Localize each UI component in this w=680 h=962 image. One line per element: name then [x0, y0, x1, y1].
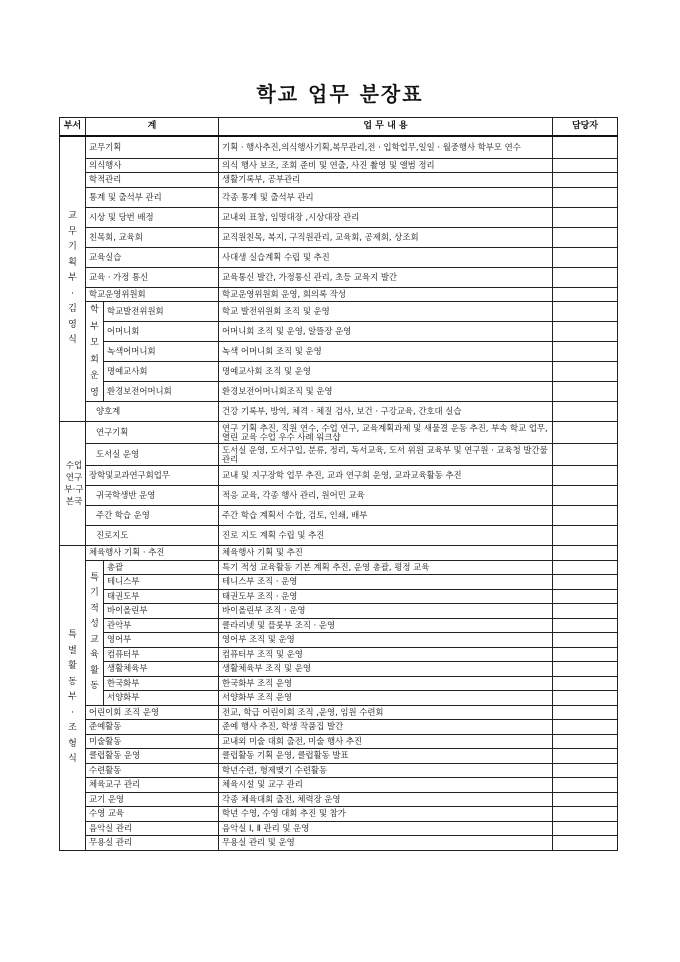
- team-cell: 음악실 관리: [86, 821, 219, 836]
- team-cell: 교육 · 가정 통신: [86, 267, 219, 287]
- duties-cell: 교내 및 지구장학 업무 추진, 교과 연구회 운영, 교과교육활동 추진: [219, 466, 553, 486]
- manager-cell: [553, 506, 618, 526]
- duties-cell: 녹색 어머니회 조직 및 운영: [219, 342, 553, 362]
- team-cell: 친목회, 교육회: [86, 227, 219, 247]
- table-row: [60, 444, 618, 466]
- duties-cell: 학교 발전위원회 조직 및 운영: [219, 302, 553, 322]
- table-row: [60, 560, 618, 575]
- duties-cell: 태권도부 조직 · 운영: [219, 589, 553, 604]
- manager-cell: [553, 705, 618, 720]
- duties-cell: 환경보전어머니회조직 및 운영: [219, 382, 553, 402]
- team-cell: 학교발전위원회: [104, 302, 219, 322]
- manager-cell: [553, 362, 618, 382]
- team-cell: 미술활동: [86, 734, 219, 749]
- manager-cell: [553, 821, 618, 836]
- table-row: [60, 778, 618, 793]
- dept-label: 특별활동부·조형식: [68, 630, 77, 764]
- team-cell: 도서실 운영: [86, 444, 219, 466]
- table-row: [60, 267, 618, 287]
- duties-cell: 학교운영위원회 운영, 회의록 작성: [219, 287, 553, 302]
- team-cell: 수련활동: [86, 763, 219, 778]
- dept-cell: [60, 422, 86, 546]
- table-row: [60, 647, 618, 662]
- manager-cell: [553, 173, 618, 188]
- table-row: [60, 720, 618, 735]
- duties-cell: 무용실 관리 및 운영: [219, 836, 553, 851]
- duties-cell: 기획 · 행사추진,의식행사기획,복무관리,전 · 입학업무,일일 · 월중행사 학부모 연수: [219, 136, 553, 158]
- manager-cell: [553, 207, 618, 227]
- duties-cell: 진로 지도 계획 수립 및 추진: [219, 526, 553, 546]
- team-cell: 준예활동: [86, 720, 219, 735]
- duties-cell: 특기 적성 교육활동 기본 계획 추진, 운영 총괄, 평정 교육: [219, 560, 553, 575]
- manager-cell: [553, 287, 618, 302]
- duties-cell: 교육통신 발간, 가정통신 관리, 초등 교육지 발간: [219, 267, 553, 287]
- team-cell: 교무기획: [86, 136, 219, 158]
- team-cell: 장학및교과연구회업무: [86, 466, 219, 486]
- table-row: [60, 422, 618, 444]
- duties-cell: 교내외 표창, 임명대장 ,시상대장 관리: [219, 207, 553, 227]
- team-cell: 체육행사 기획 · 추진: [86, 546, 219, 561]
- duties-cell: 명예교사회 조직 및 운영: [219, 362, 553, 382]
- duties-cell: 사대생 실습계획 수립 및 추진: [219, 247, 553, 267]
- manager-cell: [553, 247, 618, 267]
- team-cell: 녹색어머니회: [104, 342, 219, 362]
- manager-cell: [553, 720, 618, 735]
- table-row: [60, 526, 618, 546]
- duties-cell: 학년 수영, 수영 대회 추진 및 참가: [219, 807, 553, 822]
- manager-cell: [553, 546, 618, 561]
- duties-cell: 전교, 학급 어린이회 조직 ,운영, 임원 수련회: [219, 705, 553, 720]
- table-row: [60, 662, 618, 677]
- team-cell: 의식행사: [86, 158, 219, 173]
- table-row: [60, 792, 618, 807]
- manager-cell: [553, 807, 618, 822]
- header-manager: 담당자: [553, 118, 618, 137]
- manager-cell: [553, 676, 618, 691]
- manager-cell: [553, 227, 618, 247]
- table-row: [60, 342, 618, 362]
- table-row: [60, 322, 618, 342]
- table-row: [60, 676, 618, 691]
- team-cell: 컴퓨터부: [104, 647, 219, 662]
- table-row: [60, 821, 618, 836]
- duties-cell: 영어부 조직 및 운영: [219, 633, 553, 648]
- table-row: [60, 486, 618, 506]
- team-cell: 클럽활동 운영: [86, 749, 219, 764]
- duties-cell: 생활기록부, 공부관리: [219, 173, 553, 188]
- team-cell: 귀국학생반 운영: [86, 486, 219, 506]
- team-cell: 생활체육부: [104, 662, 219, 677]
- manager-cell: [553, 778, 618, 793]
- duties-cell: 클라리넷 및 플룻부 조직 · 운영: [219, 618, 553, 633]
- duties-cell: 적응 교육, 각종 행사 관리, 원어민 교육: [219, 486, 553, 506]
- table-header-row: [60, 118, 618, 137]
- manager-cell: [553, 187, 618, 207]
- table-row: [60, 589, 618, 604]
- table-row: [60, 207, 618, 227]
- manager-cell: [553, 691, 618, 706]
- team-cell: 연구기획: [86, 422, 219, 444]
- team-cell: 총괄: [104, 560, 219, 575]
- table-row: [60, 604, 618, 619]
- manager-cell: [553, 342, 618, 362]
- team-cell: 테니스부: [104, 575, 219, 590]
- sub-dept-label: 특기적성교육활동: [90, 572, 99, 691]
- team-cell: 통계 및 출석부 관리: [86, 187, 219, 207]
- team-cell: 태권도부: [104, 589, 219, 604]
- manager-cell: [553, 422, 618, 444]
- table-row: [60, 633, 618, 648]
- duties-cell: 교내외 미술 대회 출전, 미술 행사 추진: [219, 734, 553, 749]
- manager-cell: [553, 662, 618, 677]
- team-cell: 한국화부: [104, 676, 219, 691]
- manager-cell: [553, 136, 618, 158]
- dept-cell: [60, 136, 86, 422]
- manager-cell: [553, 302, 618, 322]
- duties-cell: 체육시설 및 교구 관리: [219, 778, 553, 793]
- duties-cell: 한국화부 조직 운영: [219, 676, 553, 691]
- manager-cell: [553, 466, 618, 486]
- duties-cell: 컴퓨터부 조직 및 운영: [219, 647, 553, 662]
- manager-cell: [553, 604, 618, 619]
- table-row: [60, 691, 618, 706]
- manager-cell: [553, 633, 618, 648]
- manager-cell: [553, 836, 618, 851]
- duties-cell: 바이올린부 조직 · 운영: [219, 604, 553, 619]
- header-dept: 부서: [60, 118, 86, 137]
- table-row: [60, 402, 618, 422]
- duties-cell: 도서실 운영, 도서구입, 분류, 정리, 독서교육, 도서 위원 교육부 및 연구원 · 교육청 발간물 관리: [219, 444, 553, 466]
- manager-cell: [553, 402, 618, 422]
- sub-dept-label: 학부모회운영: [90, 305, 99, 398]
- manager-cell: [553, 382, 618, 402]
- manager-cell: [553, 647, 618, 662]
- duties-cell: 교직원친목, 복지, 구직원관리, 교육회, 공제회, 상조회: [219, 227, 553, 247]
- table-row: [60, 302, 618, 322]
- manager-cell: [553, 589, 618, 604]
- duties-cell: 클럽활동 기획 운영, 클럽활동 발표: [219, 749, 553, 764]
- duties-cell: 준예 행사 추진, 학생 작품집 발간: [219, 720, 553, 735]
- manager-cell: [553, 749, 618, 764]
- table-row: [60, 227, 618, 247]
- table-row: [60, 187, 618, 207]
- table-row: [60, 287, 618, 302]
- table-row: [60, 749, 618, 764]
- team-cell: 관악부: [104, 618, 219, 633]
- duties-cell: 어머니회 조직 및 운영, 알뜰장 운영: [219, 322, 553, 342]
- table-row: [60, 173, 618, 188]
- team-cell: 교기 운영: [86, 792, 219, 807]
- team-cell: 주간 학습 운영: [86, 506, 219, 526]
- page-title: 학교 업무 분장표: [256, 82, 424, 106]
- team-cell: 학교운영위원회: [86, 287, 219, 302]
- duties-cell: 음악실 Ⅰ, Ⅱ 관리 및 운영: [219, 821, 553, 836]
- manager-cell: [553, 560, 618, 575]
- dept-label: 수업연구부·구본국: [64, 460, 84, 507]
- duties-cell: 각종 체육대회 출전, 체력장 운영: [219, 792, 553, 807]
- table-row: [60, 575, 618, 590]
- team-cell: 체육교구 관리: [86, 778, 219, 793]
- manager-cell: [553, 763, 618, 778]
- table-row: [60, 466, 618, 486]
- team-cell: 시상 및 당번 배정: [86, 207, 219, 227]
- manager-cell: [553, 267, 618, 287]
- team-cell: 어머니회: [104, 322, 219, 342]
- manager-cell: [553, 734, 618, 749]
- table-row: [60, 362, 618, 382]
- manager-cell: [553, 526, 618, 546]
- team-cell: 양호계: [86, 402, 219, 422]
- duties-cell: 의식 행사 보조, 조회 준비 및 연출, 사진 촬영 및 앨범 정리: [219, 158, 553, 173]
- duties-cell: 각종 통계 및 출석부 관리: [219, 187, 553, 207]
- team-cell: 서양화부: [104, 691, 219, 706]
- table-row: [60, 836, 618, 851]
- duties-cell: 건강 기록부, 방역, 체격 · 체질 검사, 보건 · 구강교육, 간호대 실습: [219, 402, 553, 422]
- duties-cell: 연구 기획 추진, 직원 연수, 수업 연구, 교육계획과제 및 새물결 운동 추진, 부속 학교 업무, 열린 교육 수업 우수 사례 워크샵: [219, 422, 553, 444]
- table-row: [60, 506, 618, 526]
- table-row: [60, 247, 618, 267]
- team-cell: 진로지도: [86, 526, 219, 546]
- duties-cell: 체육행사 기획 및 추진: [219, 546, 553, 561]
- table-row: [60, 763, 618, 778]
- table-row: [60, 807, 618, 822]
- table-row: [60, 546, 618, 561]
- team-cell: 무용실 관리: [86, 836, 219, 851]
- duties-cell: 테니스부 조직 · 운영: [219, 575, 553, 590]
- header-duties: 업 무 내 용: [219, 118, 553, 137]
- dept-cell: [60, 546, 86, 851]
- team-cell: 수영 교육: [86, 807, 219, 822]
- team-cell: 교육실습: [86, 247, 219, 267]
- duties-cell: 주간 학습 계획서 수합, 검토, 인쇄, 배부: [219, 506, 553, 526]
- table-row: [60, 618, 618, 633]
- table-row: [60, 734, 618, 749]
- sub-dept-cell: [86, 560, 104, 705]
- dept-label: 교무기획부·김영식: [68, 211, 77, 346]
- manager-cell: [553, 618, 618, 633]
- table-row: [60, 158, 618, 173]
- manager-cell: [553, 444, 618, 466]
- table-row: [60, 136, 618, 158]
- manager-cell: [553, 575, 618, 590]
- table-row: [60, 705, 618, 720]
- header-team: 계: [86, 118, 219, 137]
- team-cell: 환경보전어머니회: [104, 382, 219, 402]
- team-cell: 학적관리: [86, 173, 219, 188]
- manager-cell: [553, 792, 618, 807]
- duties-cell: 서양화부 조직 운영: [219, 691, 553, 706]
- team-cell: 어린이회 조직 운영: [86, 705, 219, 720]
- team-cell: 영어부: [104, 633, 219, 648]
- table-row: [60, 382, 618, 402]
- team-cell: 바이올린부: [104, 604, 219, 619]
- duties-cell: 생활체육부 조직 및 운영: [219, 662, 553, 677]
- duty-table: [59, 117, 618, 851]
- duties-cell: 학년수련, 형제맺기 수련활동: [219, 763, 553, 778]
- sub-dept-cell: [86, 302, 104, 402]
- manager-cell: [553, 486, 618, 506]
- manager-cell: [553, 322, 618, 342]
- team-cell: 명예교사회: [104, 362, 219, 382]
- manager-cell: [553, 158, 618, 173]
